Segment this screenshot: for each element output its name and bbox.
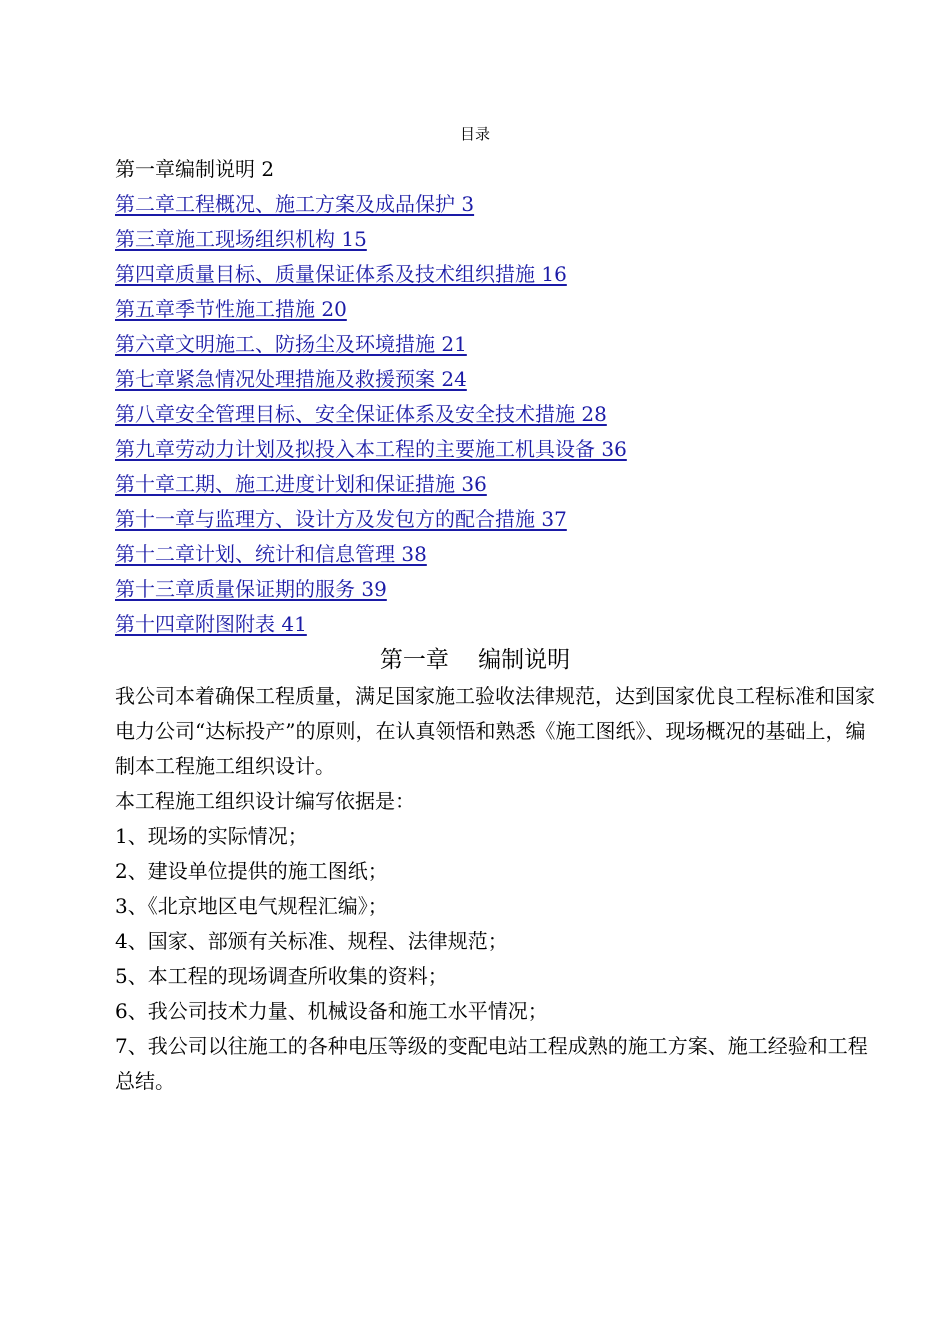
- toc-title: 目录: [459, 125, 490, 143]
- chapter-heading: 第一章 编制说明: [379, 647, 571, 673]
- toc-link-chapter-6[interactable]: 第六章文明施工、防扬尘及环境措施 21: [115, 332, 467, 356]
- basis-item: 1、现场的实际情况；: [115, 824, 308, 848]
- table-of-contents: [115, 152, 875, 642]
- toc-link-chapter-7[interactable]: 第七章紧急情况处理措施及救援预案 24: [115, 367, 467, 391]
- toc-link-chapter-2[interactable]: 第二章工程概况、施工方案及成品保护 3: [115, 192, 475, 216]
- toc-link-chapter-3[interactable]: 第三章施工现场组织机构 15: [115, 227, 367, 251]
- basis-item: 7、我公司以往施工的各种电压等级的变配电站工程成熟的施工方案、施工经验和工程总结。: [115, 1034, 868, 1093]
- basis-label: 本工程施工组织设计编写依据是：: [115, 789, 415, 813]
- toc-link-chapter-13[interactable]: 第十三章质量保证期的服务 39: [115, 577, 387, 601]
- toc-link-chapter-11[interactable]: 第十一章与监理方、设计方及发包方的配合措施 37: [115, 507, 567, 531]
- toc-link-chapter-10[interactable]: 第十章工期、施工进度计划和保证措施 36: [115, 472, 487, 496]
- toc-link-chapter-5[interactable]: 第五章季节性施工措施 20: [115, 297, 347, 321]
- intro-paragraph: 我公司本着确保工程质量，满足国家施工验收法律规范，达到国家优良工程标准和国家电力公司“达标投产”的原则，在认真领悟和熟悉《施工图纸》、现场概况的基础上，编制本工程施工组织设计。: [115, 684, 875, 778]
- toc-link-chapter-4[interactable]: 第四章质量目标、质量保证体系及技术组织措施 16: [115, 262, 567, 286]
- chapter-body: [115, 679, 875, 1099]
- toc-link-chapter-8[interactable]: 第八章安全管理目标、安全保证体系及安全技术措施 28: [115, 402, 607, 426]
- basis-item: 3、《北京地区电气规程汇编》；: [115, 894, 388, 918]
- basis-item: 4、国家、部颁有关标准、规程、法律规范；: [115, 929, 508, 953]
- toc-link-chapter-9[interactable]: 第九章劳动力计划及拟投入本工程的主要施工机具设备 36: [115, 437, 627, 461]
- basis-item: 2、建设单位提供的施工图纸；: [115, 859, 388, 883]
- toc-item-chapter-1: 第一章编制说明 2: [115, 157, 275, 181]
- toc-link-chapter-14[interactable]: 第十四章附图附表 41: [115, 612, 307, 636]
- basis-item: 5、本工程的现场调查所收集的资料；: [115, 964, 448, 988]
- basis-item: 6、我公司技术力量、机械设备和施工水平情况；: [115, 999, 548, 1023]
- toc-link-chapter-12[interactable]: 第十二章计划、统计和信息管理 38: [115, 542, 427, 566]
